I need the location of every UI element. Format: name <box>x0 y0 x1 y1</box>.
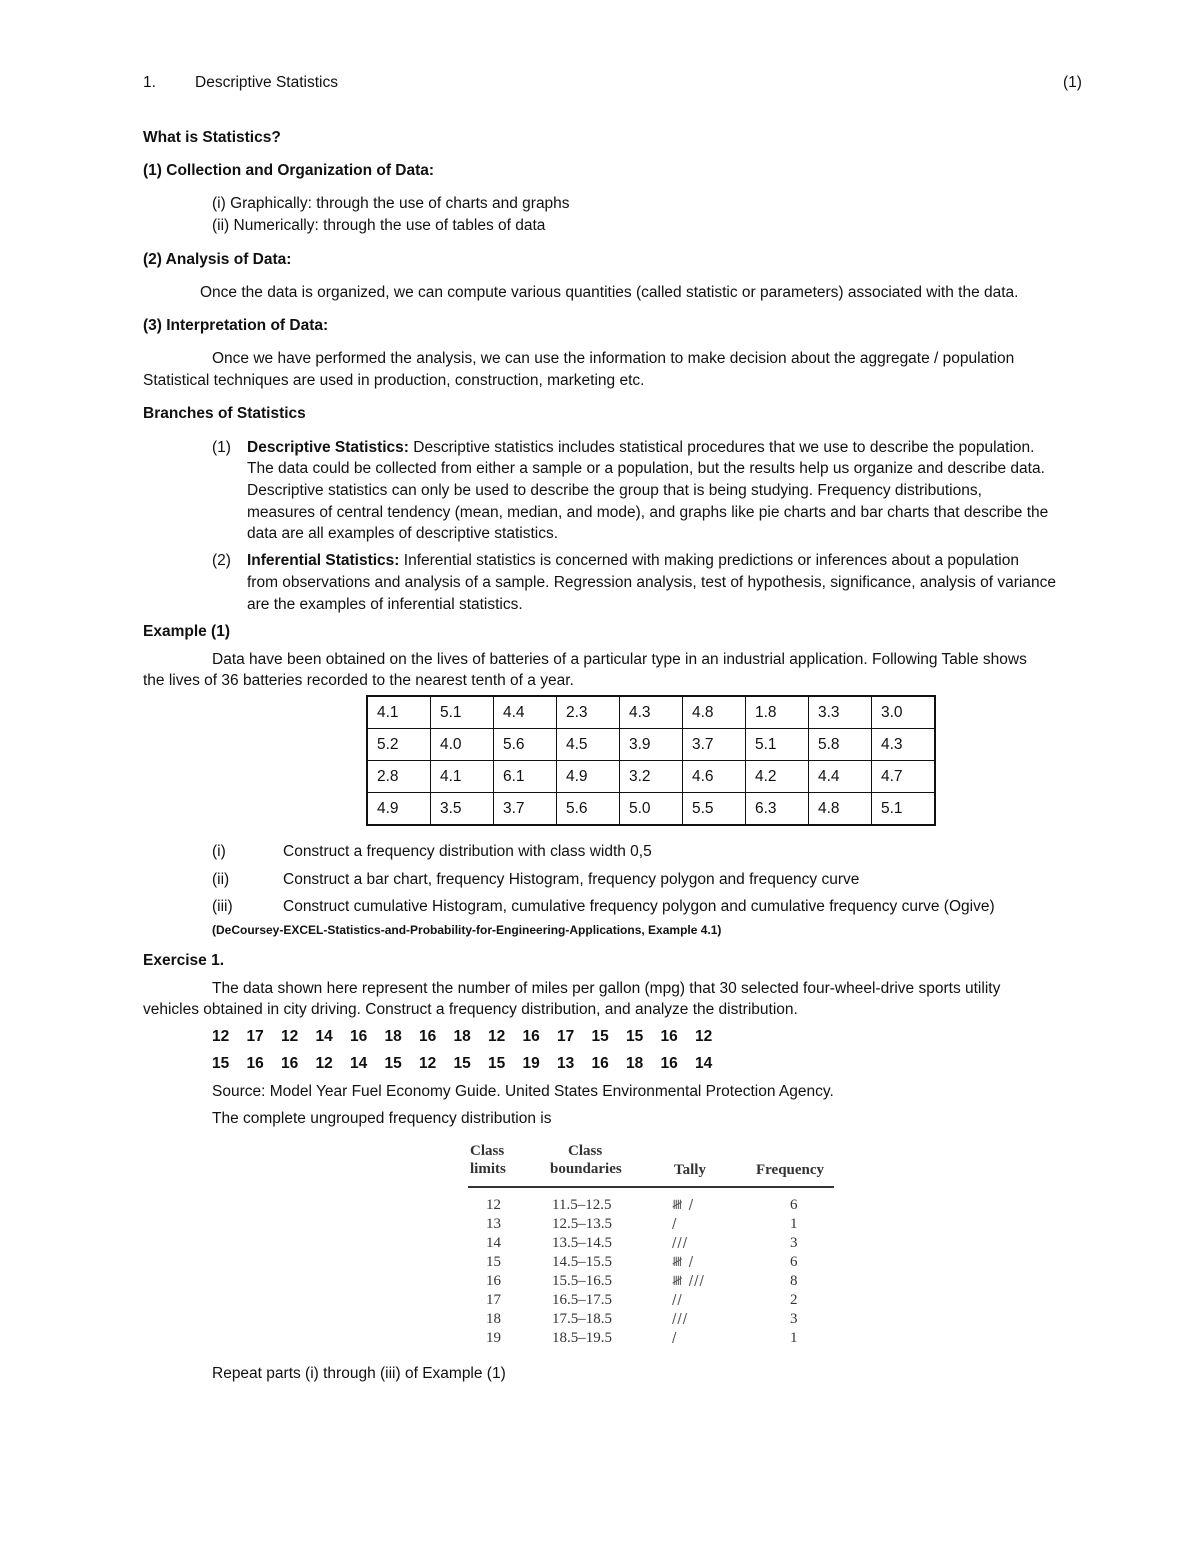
mpg-value: 14 <box>695 1055 713 1072</box>
mpg-data-row <box>212 1053 730 1075</box>
branch-2-number: (2) <box>212 552 231 569</box>
mpg-value: 16 <box>350 1028 368 1045</box>
frequency-row <box>468 1196 834 1215</box>
frequency-value: 6 <box>790 1197 798 1213</box>
branch-2-line: from observations and analysis of a sample. Regression analysis, test of hypothesis, significance, analysis of variance <box>247 574 1056 591</box>
table-cell: 4.0 <box>431 729 494 761</box>
table-row <box>367 761 935 793</box>
frequency-distribution-table <box>468 1142 834 1348</box>
mpg-value: 15 <box>591 1028 609 1045</box>
class-boundary: 14.5–15.5 <box>552 1254 612 1270</box>
distribution-intro: The complete ungrouped frequency distribution is <box>212 1110 552 1127</box>
branch-1-line: measures of central tendency (mean, median, and mode), and graphs like pie charts and bar charts that describe the <box>247 504 1049 521</box>
table-cell: 4.1 <box>431 761 494 793</box>
class-limit: 13 <box>486 1216 501 1232</box>
frequency-row <box>468 1272 834 1291</box>
task-number: (iii) <box>212 898 233 915</box>
example-title: Example (1) <box>143 623 231 640</box>
mpg-value: 16 <box>591 1055 609 1072</box>
task-text: Construct cumulative Histogram, cumulative frequency polygon and cumulative frequency curve (Ogive) <box>283 898 995 915</box>
branch-1-line: data are all examples of descriptive statistics. <box>247 525 558 542</box>
mpg-value: 12 <box>315 1055 333 1072</box>
table-cell: 2.3 <box>557 696 620 729</box>
branches-heading: Branches of Statistics <box>143 405 306 422</box>
class-limit: 17 <box>486 1292 501 1308</box>
mpg-value: 16 <box>419 1028 437 1045</box>
header-class-limits: Class limits <box>470 1143 506 1177</box>
mpg-value: 16 <box>660 1055 678 1072</box>
table-cell: 4.3 <box>872 729 936 761</box>
section-1-item: (i) Graphically: through the use of charts and graphs <box>212 195 570 212</box>
table-cell: 4.8 <box>809 793 872 826</box>
task-text: Construct a frequency distribution with class width 0,5 <box>283 843 652 860</box>
branch-1-line: Descriptive statistics can only be used to describe the group that is being studying. Frequency distributions, <box>247 482 982 499</box>
section-2-text: Once the data is organized, we can compute various quantities (called statistic or parameters) associated with the data. <box>200 284 1019 301</box>
table-row <box>367 729 935 761</box>
mpg-value: 14 <box>315 1028 333 1045</box>
mpg-value: 17 <box>557 1028 575 1045</box>
mpg-value: 17 <box>246 1028 264 1045</box>
tally-marks: /// <box>672 1312 689 1327</box>
branch-2-line: Inferential Statistics: Inferential statistics is concerned with making predictions or inferences about a population <box>247 552 1019 569</box>
frequency-value: 8 <box>790 1273 798 1289</box>
branch-1-number: (1) <box>212 439 231 456</box>
class-boundary: 12.5–13.5 <box>552 1216 612 1232</box>
class-boundary: 11.5–12.5 <box>552 1197 612 1213</box>
task-number: (i) <box>212 843 226 860</box>
class-limit: 14 <box>486 1235 501 1251</box>
tally-marks: 𝍸 / <box>672 1255 695 1270</box>
exercise-text: vehicles obtained in city driving. Construct a frequency distribution, and analyze the distribution. <box>143 1001 798 1018</box>
branch-2-line: are the examples of inferential statistics. <box>247 596 523 613</box>
section-1-title: (1) Collection and Organization of Data: <box>143 162 435 179</box>
frequency-row <box>468 1291 834 1310</box>
branch-2-term: Inferential Statistics: <box>247 552 400 569</box>
table-cell: 3.3 <box>809 696 872 729</box>
task-text: Construct a bar chart, frequency Histogram, frequency polygon and frequency curve <box>283 871 860 888</box>
mpg-value: 16 <box>522 1028 540 1045</box>
table-cell: 4.4 <box>809 761 872 793</box>
mpg-value: 18 <box>626 1055 644 1072</box>
table-cell: 3.5 <box>431 793 494 826</box>
table-cell: 4.9 <box>557 761 620 793</box>
frequency-value: 3 <box>790 1311 798 1327</box>
class-boundary: 13.5–14.5 <box>552 1235 612 1251</box>
class-boundary: 15.5–16.5 <box>552 1273 612 1289</box>
mpg-value: 15 <box>212 1055 230 1072</box>
frequency-row <box>468 1253 834 1272</box>
frequency-table-header <box>468 1142 834 1186</box>
section-2-title: (2) Analysis of Data: <box>143 251 292 268</box>
mpg-value: 18 <box>384 1028 402 1045</box>
header-tally: Tally <box>674 1162 706 1178</box>
class-limit: 18 <box>486 1311 501 1327</box>
table-cell: 1.8 <box>746 696 809 729</box>
table-cell: 3.0 <box>872 696 936 729</box>
table-cell: 5.2 <box>367 729 431 761</box>
chapter-title: Descriptive Statistics <box>195 74 338 91</box>
branch-1-line: Descriptive Statistics: Descriptive statistics includes statistical procedures that we use to describe the population. <box>247 439 1035 456</box>
tally-marks: 𝍸 /// <box>672 1274 705 1289</box>
table-cell: 2.8 <box>367 761 431 793</box>
tally-marks: / <box>672 1331 678 1346</box>
example-text: Data have been obtained on the lives of batteries of a particular type in an industrial application. Following Table shows <box>212 651 1027 668</box>
table-row <box>367 696 935 729</box>
mpg-value: 16 <box>246 1055 264 1072</box>
example-text: the lives of 36 batteries recorded to the nearest tenth of a year. <box>143 672 574 689</box>
section-3-title: (3) Interpretation of Data: <box>143 317 329 334</box>
battery-lives-table <box>366 695 936 826</box>
exercise-title: Exercise 1. <box>143 952 225 969</box>
source-citation: Source: Model Year Fuel Economy Guide. United States Environmental Protection Agency. <box>212 1083 834 1100</box>
frequency-row <box>468 1215 834 1234</box>
mpg-value: 15 <box>626 1028 644 1045</box>
table-cell: 5.1 <box>746 729 809 761</box>
mpg-value: 12 <box>488 1028 506 1045</box>
frequency-row <box>468 1234 834 1253</box>
class-limit: 12 <box>486 1197 501 1213</box>
table-cell: 3.7 <box>494 793 557 826</box>
mpg-value: 14 <box>350 1055 368 1072</box>
table-cell: 4.2 <box>746 761 809 793</box>
frequency-row <box>468 1310 834 1329</box>
table-cell: 3.2 <box>620 761 683 793</box>
mpg-value: 12 <box>212 1028 230 1045</box>
branch-1-term: Descriptive Statistics: <box>247 439 409 456</box>
table-cell: 5.0 <box>620 793 683 826</box>
table-cell: 5.6 <box>557 793 620 826</box>
tally-marks: 𝍸 / <box>672 1198 695 1213</box>
mpg-value: 18 <box>453 1028 471 1045</box>
table-cell: 5.1 <box>431 696 494 729</box>
page-number: (1) <box>1063 74 1082 91</box>
class-boundary: 16.5–17.5 <box>552 1292 612 1308</box>
table-cell: 4.7 <box>872 761 936 793</box>
frequency-row <box>468 1329 834 1348</box>
table-cell: 4.5 <box>557 729 620 761</box>
table-cell: 4.6 <box>683 761 746 793</box>
mpg-data-row <box>212 1026 730 1048</box>
mpg-value: 13 <box>557 1055 575 1072</box>
example-reference: (DeCoursey-EXCEL-Statistics-and-Probability-for-Engineering-Applications, Example 4.1) <box>212 923 722 937</box>
mpg-value: 12 <box>419 1055 437 1072</box>
frequency-value: 1 <box>790 1216 798 1232</box>
tally-marks: // <box>672 1293 683 1308</box>
table-cell: 5.5 <box>683 793 746 826</box>
frequency-value: 3 <box>790 1235 798 1251</box>
frequency-value: 6 <box>790 1254 798 1270</box>
branch-1-line: The data could be collected from either a sample or a population, but the results help us organize and describe data. <box>247 460 1045 477</box>
header-frequency: Frequency <box>756 1162 825 1178</box>
table-cell: 5.6 <box>494 729 557 761</box>
section-1-item: (ii) Numerically: through the use of tables of data <box>212 217 546 234</box>
table-cell: 4.1 <box>367 696 431 729</box>
frequency-value: 1 <box>790 1330 798 1346</box>
mpg-value: 12 <box>695 1028 713 1045</box>
mpg-value: 15 <box>384 1055 402 1072</box>
class-limit: 19 <box>486 1330 501 1346</box>
table-cell: 4.9 <box>367 793 431 826</box>
tally-marks: / <box>672 1217 678 1232</box>
table-cell: 4.8 <box>683 696 746 729</box>
class-limit: 16 <box>486 1273 501 1289</box>
mpg-value: 16 <box>660 1028 678 1045</box>
table-cell: 5.8 <box>809 729 872 761</box>
what-is-heading: What is Statistics? <box>143 129 281 146</box>
header-class-boundaries: Class boundaries <box>550 1143 622 1177</box>
table-cell: 4.3 <box>620 696 683 729</box>
table-cell: 3.7 <box>683 729 746 761</box>
table-cell: 6.3 <box>746 793 809 826</box>
mpg-value: 16 <box>281 1055 299 1072</box>
tally-marks: /// <box>672 1236 689 1251</box>
section-3-text: Once we have performed the analysis, we can use the information to make decision about the aggregate / population <box>212 350 1015 367</box>
mpg-value: 15 <box>453 1055 471 1072</box>
table-cell: 4.4 <box>494 696 557 729</box>
class-boundary: 18.5–19.5 <box>552 1330 612 1346</box>
task-number: (ii) <box>212 871 230 888</box>
repeat-instruction: Repeat parts (i) through (iii) of Example (1) <box>212 1365 506 1382</box>
table-cell: 6.1 <box>494 761 557 793</box>
class-boundary: 17.5–18.5 <box>552 1311 612 1327</box>
table-row <box>367 793 935 826</box>
mpg-value: 19 <box>522 1055 540 1072</box>
mpg-value: 15 <box>488 1055 506 1072</box>
exercise-text: The data shown here represent the number of miles per gallon (mpg) that 30 selected four-wheel-drive sports utility <box>212 980 1001 997</box>
frequency-value: 2 <box>790 1292 798 1308</box>
mpg-value: 12 <box>281 1028 299 1045</box>
chapter-number: 1. <box>143 74 156 91</box>
table-cell: 3.9 <box>620 729 683 761</box>
table-cell: 5.1 <box>872 793 936 826</box>
class-limit: 15 <box>486 1254 501 1270</box>
section-3-text: Statistical techniques are used in production, construction, marketing etc. <box>143 372 645 389</box>
